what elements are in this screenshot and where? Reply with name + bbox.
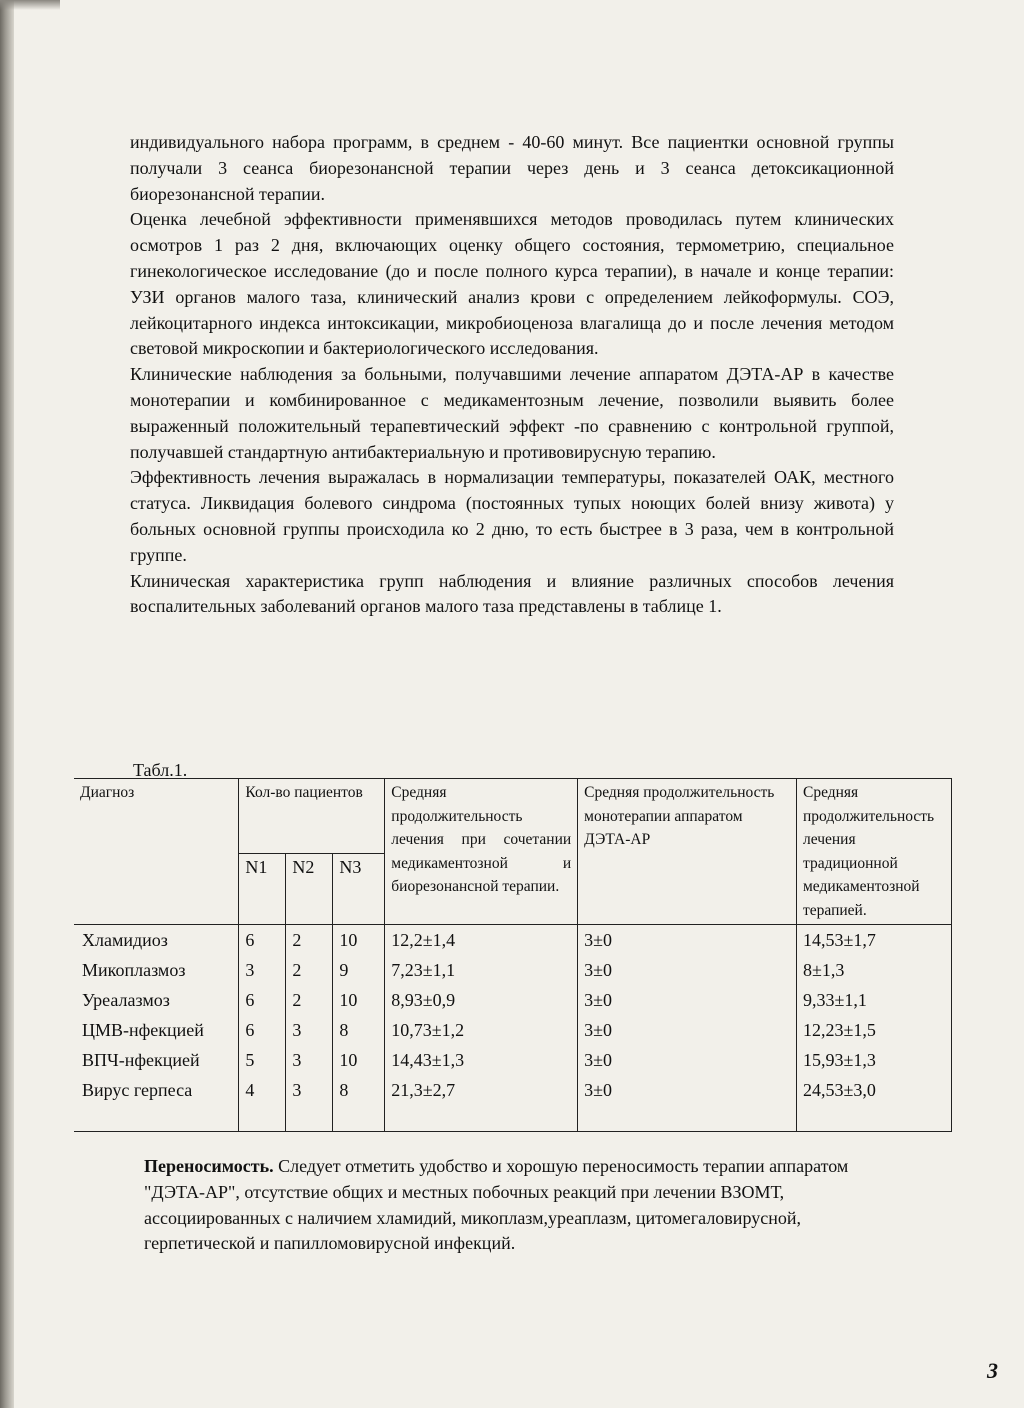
cell-n1: 6 <box>239 985 286 1015</box>
page-number: 3 <box>987 1358 998 1383</box>
cell-diagnosis: Вирус герпеса <box>74 1075 239 1105</box>
cell-traditional: 14,53±1,7 <box>796 925 951 956</box>
cell-combined: 21,3±2,7 <box>385 1075 578 1105</box>
table-row <box>74 1015 952 1045</box>
cell-traditional: 15,93±1,3 <box>796 1045 951 1075</box>
spacer-cell <box>333 1105 385 1132</box>
cell-combined: 10,73±1,2 <box>385 1015 578 1045</box>
spacer-cell <box>796 1105 951 1132</box>
paragraph-2: Оценка лечебной эффективности применявшихся методов проводилась путем клинических осмотров 1 раз 2 дня, включающих оценку общего состояния, термометрию, специальное гинекологическое исследование (до и после полного курса терапии), в начале и конце терапии: УЗИ органов малого таза, клинический анализ крови с определением лейкоформулы. СОЭ, лейкоцитарного индекса интоксикации, микробиоценоза влагалища до и после лечения методом световой микроскопии и бактериологического исследования. <box>130 209 894 359</box>
cell-diagnosis: Микоплазмоз <box>74 955 239 985</box>
cell-mono: 3±0 <box>578 925 797 956</box>
cell-n3: 10 <box>333 925 385 956</box>
cell-n1: 5 <box>239 1045 286 1075</box>
cell-mono: 3±0 <box>578 955 797 985</box>
table-row <box>74 955 952 985</box>
cell-n1: 6 <box>239 1015 286 1045</box>
cell-n2: 3 <box>286 1045 333 1075</box>
spacer-cell <box>286 1105 333 1132</box>
cell-n2: 2 <box>286 925 333 956</box>
table-caption: Табл.1. <box>133 760 188 780</box>
header-patients: Кол-во пациентов <box>239 779 385 854</box>
paragraph-5: Клиническая характеристика групп наблюдения и влияние различных способов лечения воспалительных заболеваний органов малого таза представлены в таблице 1. <box>130 570 894 617</box>
cell-n3: 8 <box>333 1015 385 1045</box>
cell-n2: 3 <box>286 1015 333 1045</box>
paragraph-1: индивидуального набора программ, в среднем - 40-60 минут. Все пациентки основной группы получали 3 сеанса биорезонансной терапии через день и 3 сеанса детоксикационной биорезонансной терапии. <box>130 132 894 204</box>
table-row <box>74 985 952 1015</box>
cell-combined: 8,93±0,9 <box>385 985 578 1015</box>
cell-n1: 6 <box>239 925 286 956</box>
cell-mono: 3±0 <box>578 1015 797 1045</box>
cell-mono: 3±0 <box>578 1045 797 1075</box>
tolerance-lead: Переносимость. <box>144 1156 274 1176</box>
spacer-cell <box>578 1105 797 1132</box>
table-row <box>74 1045 952 1075</box>
cell-diagnosis: Хламидиоз <box>74 925 239 956</box>
cell-n2: 2 <box>286 955 333 985</box>
cell-combined: 12,2±1,4 <box>385 925 578 956</box>
spacer-cell <box>74 1105 239 1132</box>
cell-mono: 3±0 <box>578 1075 797 1105</box>
header-n3: N3 <box>333 853 385 924</box>
header-traditional: Средняя продолжительность лечения традиционной медикаментозной терапией. <box>796 779 951 925</box>
cell-mono: 3±0 <box>578 985 797 1015</box>
paragraph-4: Эффективность лечения выражалась в нормализации температуры, показателей ОАК, местного статуса. Ликвидация болевого синдрома (постоянных тупых ноющих болей внизу живота) у больных основной группы происходила ко 2 дню, то есть быстрее в 3 раза, чем в контрольной группе. <box>130 467 894 565</box>
table-bottom-spacer <box>74 1105 952 1132</box>
header-n1: N1 <box>239 853 286 924</box>
table-row <box>74 925 952 956</box>
header-mono: Средняя продолжительность монотерапии аппаратом ДЭТА-АР <box>578 779 797 925</box>
cell-traditional: 8±1,3 <box>796 955 951 985</box>
cell-n1: 4 <box>239 1075 286 1105</box>
cell-n3: 10 <box>333 1045 385 1075</box>
header-n2: N2 <box>286 853 333 924</box>
spacer-cell <box>239 1105 286 1132</box>
cell-traditional: 9,33±1,1 <box>796 985 951 1015</box>
cell-traditional: 12,23±1,5 <box>796 1015 951 1045</box>
paragraph-3: Клинические наблюдения за больными, получавшими лечение аппаратом ДЭТА-АР в качестве монотерапии и комбинированное с медикаментозным лечение, позволили выявить более выраженный положительный терапевтический эффект -по сравнению с контрольной группой, получавшей стандартную антибактериальную и противовирусную терапию. <box>130 364 894 462</box>
cell-n3: 10 <box>333 985 385 1015</box>
table-row <box>74 1075 952 1105</box>
cell-n1: 3 <box>239 955 286 985</box>
body-text <box>130 130 894 620</box>
cell-diagnosis: ВПЧ-нфекцией <box>74 1045 239 1075</box>
results-table <box>74 778 952 1132</box>
cell-combined: 14,43±1,3 <box>385 1045 578 1075</box>
cell-n2: 3 <box>286 1075 333 1105</box>
header-diagnosis: Диагноз <box>74 779 239 925</box>
cell-traditional: 24,53±3,0 <box>796 1075 951 1105</box>
tolerance-text: Следует отметить удобство и хорошую переносимость терапии аппаратом "ДЭТА-АР", отсутствие общих и местных побочных реакций при лечении ВЗОМТ, ассоциированных с наличием хламидий, микоплазм,уреаплазм, цитомегаловирусной, герпетической и папилломовирусной инфекций. <box>144 1156 849 1254</box>
cell-n2: 2 <box>286 985 333 1015</box>
tolerance-paragraph <box>144 1154 908 1257</box>
cell-n3: 9 <box>333 955 385 985</box>
scan-edge-top <box>0 0 60 10</box>
spacer-cell <box>385 1105 578 1132</box>
cell-diagnosis: ЦМВ-нфекцией <box>74 1015 239 1045</box>
cell-combined: 7,23±1,1 <box>385 955 578 985</box>
scan-edge <box>0 0 14 1408</box>
header-combined: Средняя продолжительность лечения при сочетании медикаментозной и биорезонансной терапии. <box>385 779 578 925</box>
cell-n3: 8 <box>333 1075 385 1105</box>
cell-diagnosis: Уреалазмоз <box>74 985 239 1015</box>
